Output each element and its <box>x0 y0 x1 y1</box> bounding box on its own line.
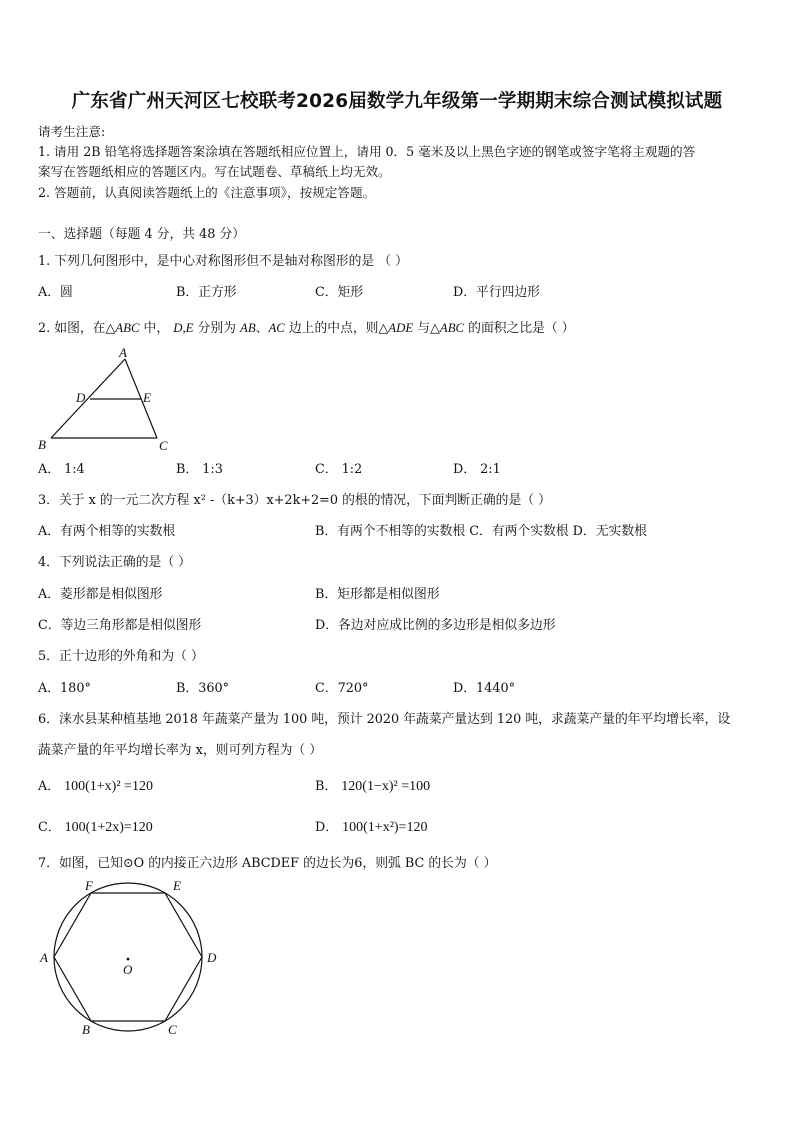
question-7-stem: 7．如图，已知⊙O 的内接正六边形 ABCDEF 的边长为6，则弧 BC 的长为（ ） <box>38 856 497 871</box>
q6-equation-c: 100(1+2x)=120 <box>64 820 153 835</box>
q2-stem-prefix: 2. 如图，在 <box>38 321 106 336</box>
q2-option-a[interactable]: A． 1:4 <box>38 462 85 477</box>
q6-equation-a: 100(1+x)² =120 <box>64 779 153 794</box>
q2-option-c[interactable]: C． 1:2 <box>315 462 363 477</box>
q6-option-c-letter: C． <box>38 820 61 835</box>
q2-label-d: D <box>76 390 86 405</box>
q2-side-ab: AB <box>240 321 256 335</box>
notice-line-2: 2. 答题前，认真阅读答题纸上的《注意事项》，按规定答题。 <box>38 185 376 200</box>
q7-hexagon-figure <box>30 876 230 1046</box>
q2-stem-mid2: 分别为 <box>193 321 241 336</box>
q1-option-d[interactable]: D．平行四边形 <box>453 285 541 300</box>
q6-option-c[interactable] <box>38 816 153 836</box>
q3-options-bcd[interactable]: B．有两个不相等的实数根 C．有两个实数根 D．无实数根 <box>315 524 647 539</box>
question-4-stem: 4．下列说法正确的是（ ） <box>38 555 191 570</box>
q2-stem-mid3: 边上的中点，则 <box>284 321 379 336</box>
q2-label-b: B <box>38 437 46 452</box>
question-6-stem-line2: 蔬菜产量的年平均增长率为 x，则可列方程为（ ） <box>38 743 323 758</box>
q3-option-a[interactable]: A．有两个相等的实数根 <box>38 524 176 539</box>
q6-option-d[interactable] <box>315 816 427 836</box>
q7-label-a: A <box>40 950 48 965</box>
q2-stem-mid1: 中， <box>139 321 174 336</box>
q4-option-a[interactable]: A．菱形都是相似图形 <box>38 587 163 602</box>
notice-line-1a: 1. 请用 2B 铅笔将选择题答案涂填在答题纸相应位置上，请用 0．5 毫米及以上黑色字迹的钢笔或签字笔将主观题的答 <box>38 144 696 159</box>
q2-option-d[interactable]: D． 2:1 <box>453 462 501 477</box>
notice-line-1b: 案写在答题纸相应的答题区内。写在试题卷、草稿纸上均无效。 <box>38 164 391 179</box>
exam-title: 广东省广州天河区七校联考2026届数学九年级第一学期期末综合测试模拟试题 <box>71 91 723 112</box>
q1-option-a[interactable]: A．圆 <box>38 285 73 300</box>
q7-circle-o <box>54 883 202 1031</box>
q2-triangle-abc-2: △ABC <box>430 321 465 335</box>
notice-heading: 请考生注意: <box>38 124 106 139</box>
q2-triangle-abc: △ABC <box>105 321 140 335</box>
q2-label-e: E <box>143 390 151 405</box>
q5-option-d[interactable]: D．1440° <box>453 681 516 696</box>
question-2-stem <box>38 317 575 336</box>
q1-option-c[interactable]: C．矩形 <box>315 285 364 300</box>
q7-label-d: D <box>207 950 217 965</box>
q7-label-e: E <box>173 878 181 893</box>
q5-option-a[interactable]: A．180° <box>38 681 91 696</box>
q6-option-d-letter: D． <box>315 820 339 835</box>
q7-label-c: C <box>168 1022 177 1037</box>
q6-option-a-letter: A． <box>38 779 61 794</box>
q6-option-b[interactable] <box>315 775 430 795</box>
question-6-stem-line1: 6．涞水县某种植基地 2018 年蔬菜产量为 100 吨，预计 2020 年蔬菜产量达到 120 吨，求蔬菜产量的年平均增长率，设 <box>38 712 731 727</box>
q7-label-o: O <box>123 962 133 977</box>
q6-option-b-letter: B． <box>315 779 338 794</box>
q6-equation-d: 100(1+x²)=120 <box>342 820 428 835</box>
question-5-stem: 5．正十边形的外角和为（ ） <box>38 649 204 664</box>
q7-center-dot <box>127 958 130 961</box>
q2-sep: 、 <box>255 321 269 336</box>
q2-points-de: D,E <box>173 321 194 335</box>
section-heading: 一、选择题（每题 4 分，共 48 分） <box>38 227 246 242</box>
q4-option-c[interactable]: C．等边三角形都是相似图形 <box>38 618 202 633</box>
q7-label-f: F <box>85 878 93 893</box>
q2-side-ac: AC <box>268 321 285 335</box>
q4-option-d[interactable]: D．各边对应成比例的多边形是相似多边形 <box>315 618 556 633</box>
q5-option-c[interactable]: C．720° <box>315 681 369 696</box>
question-1-stem: 1. 下列几何图形中，是中心对称图形但不是轴对称图形的是 （ ） <box>38 254 408 269</box>
q4-option-b[interactable]: B．矩形都是相似图形 <box>315 587 440 602</box>
q1-option-b[interactable]: B．正方形 <box>176 285 237 300</box>
q2-triangle-ade: △ADE <box>378 321 414 335</box>
q6-option-a[interactable] <box>38 775 153 795</box>
q2-label-a: A <box>119 345 127 360</box>
q2-option-b[interactable]: B． 1:3 <box>176 462 223 477</box>
q2-triangle-figure <box>30 342 190 454</box>
question-3-stem: 3．关于 x 的一元二次方程 x² -（k+3）x+2k+2=0 的根的情况，下面判断正确的是（ ） <box>38 493 551 508</box>
q5-option-b[interactable]: B．360° <box>176 681 230 696</box>
q7-hexagon-abcdef <box>54 893 202 1021</box>
q6-equation-b: 120(1−x)² =100 <box>341 779 431 794</box>
q2-stem-mid4: 与 <box>413 321 431 336</box>
q7-label-b: B <box>82 1022 90 1037</box>
q2-label-c: C <box>159 438 168 453</box>
q2-stem-suffix: 的面积之比是（ ） <box>464 321 575 336</box>
